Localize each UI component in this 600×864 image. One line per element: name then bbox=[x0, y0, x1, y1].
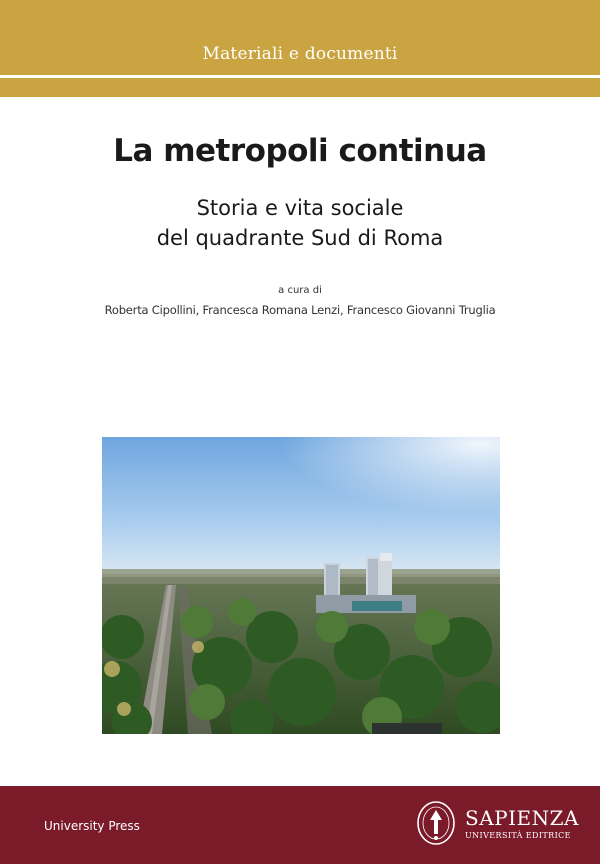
publisher-band bbox=[0, 786, 600, 864]
subtitle-line-1: Storia e vita sociale bbox=[196, 196, 404, 220]
sapienza-seal-icon bbox=[416, 800, 456, 846]
editors-list: Roberta Cipollini, Francesca Romana Lenzi, Francesco Giovanni Truglia bbox=[104, 303, 496, 317]
cover-photo bbox=[102, 437, 500, 734]
sapienza-brand bbox=[465, 806, 579, 840]
series-title: Materiali e documenti bbox=[202, 44, 398, 64]
book-subtitle bbox=[0, 193, 600, 253]
brand-name: SAPIENZA bbox=[465, 806, 579, 830]
university-press-label: University Press bbox=[44, 819, 140, 833]
series-band bbox=[0, 0, 600, 97]
curated-by-label: a cura di bbox=[278, 285, 322, 296]
aerial-city-photo bbox=[102, 437, 500, 734]
book-title: La metropoli continua bbox=[113, 133, 487, 169]
subtitle-line-2: del quadrante Sud di Roma bbox=[156, 226, 444, 250]
brand-subtitle: UNIVERSITÀ EDITRICE bbox=[465, 831, 571, 840]
series-rule bbox=[0, 75, 600, 78]
